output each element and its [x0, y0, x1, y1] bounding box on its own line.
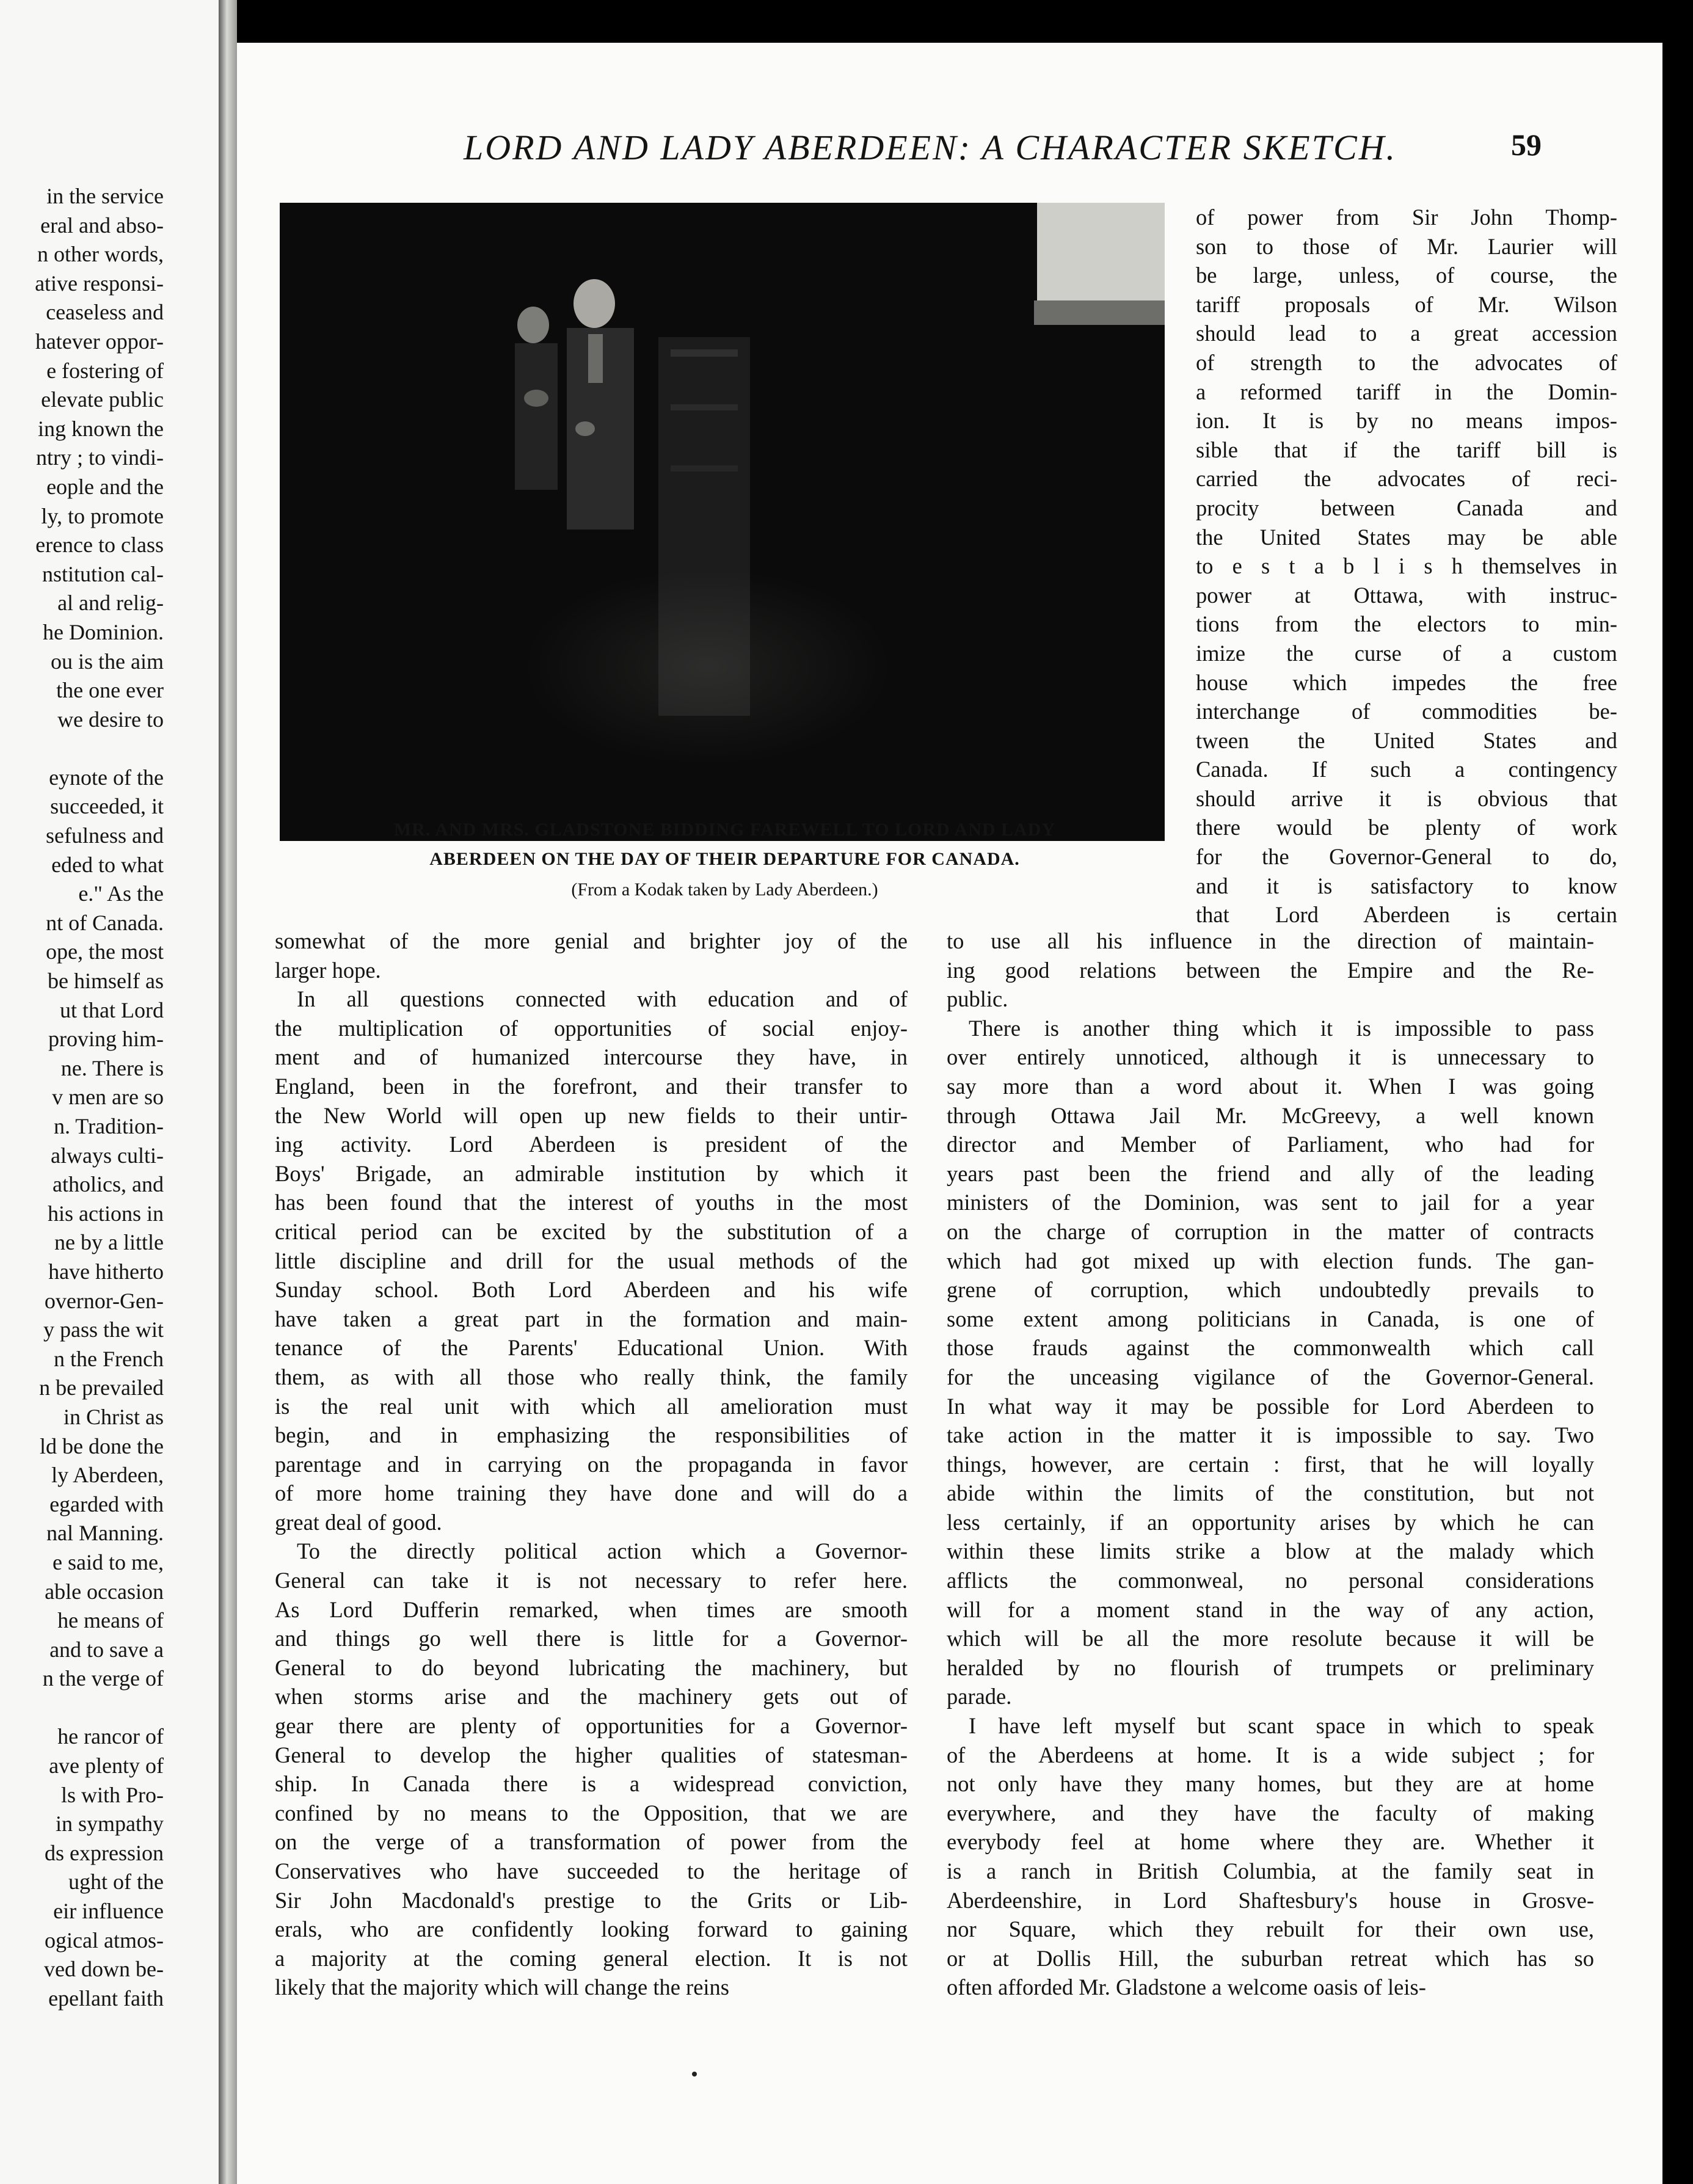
- facing-page-line: ls with Pro-: [60, 1782, 164, 1807]
- text-line: In what way it may be possible for Lord Aberdeen to: [947, 1393, 1594, 1419]
- text-line: tions from the electors to min-: [1196, 611, 1617, 637]
- facing-page-line: ds expression: [45, 1840, 164, 1865]
- text-line: procity between Canada and: [1196, 495, 1617, 520]
- facing-page-line: succeeded, it: [50, 794, 164, 819]
- facing-page-line: ne. There is: [60, 1055, 164, 1080]
- facing-page-line: [0, 734, 164, 763]
- text-line: be large, unless, of course, the: [1196, 263, 1617, 288]
- text-line: son to those of Mr. Laurier will: [1196, 233, 1617, 259]
- text-line: will for a moment stand in the way of any action,: [947, 1596, 1594, 1622]
- text-line: them, as with all those who really think, the family: [275, 1364, 908, 1389]
- facing-page-line: e said to me,: [53, 1549, 164, 1574]
- facing-page-line: hatever oppor-: [35, 329, 164, 354]
- facing-page-line: nal Manning.: [46, 1521, 164, 1546]
- facing-page-line: nstitution cal-: [42, 561, 164, 586]
- text-line: General to develop the higher qualities of statesman-: [275, 1742, 908, 1767]
- text-line: should lead to a great accession: [1196, 321, 1617, 346]
- text-line: sible that if the tariff bill is: [1196, 437, 1617, 462]
- text-line: Conservatives who have succeeded to the heritage of: [275, 1858, 908, 1884]
- text-line: within these limits strike a blow at the malady which: [947, 1538, 1594, 1564]
- facing-page-line: eral and abso-: [40, 213, 164, 238]
- column-right-upper: [1196, 203, 1617, 930]
- text-line: As Lord Dufferin remarked, when times are smooth: [275, 1596, 908, 1622]
- text-line: tariff proposals of Mr. Wilson: [1196, 291, 1617, 317]
- text-line: not only have they many homes, but they are at home: [947, 1771, 1594, 1797]
- facing-page-line: atholics, and: [53, 1172, 164, 1197]
- facing-page-line: n other words,: [37, 242, 164, 267]
- text-line: grene of corruption, which undoubtedly prevails to: [947, 1277, 1594, 1303]
- book-gutter: [219, 0, 237, 2184]
- facing-page-line: he means of: [57, 1608, 164, 1633]
- running-header: LORD AND LADY ABERDEEN: A CHARACTER SKETCH.: [463, 128, 1397, 167]
- text-line: there would be plenty of work: [1196, 815, 1617, 840]
- facing-page-line: in Christ as: [63, 1404, 164, 1429]
- text-line: of the Aberdeens at home. It is a wide subject ; for: [947, 1742, 1594, 1767]
- text-line: for the unceasing vigilance of the Governor-General.: [947, 1364, 1594, 1389]
- facing-page-line: ope, the most: [46, 939, 164, 964]
- text-line: often afforded Mr. Gladstone a welcome oasis of leis-: [947, 1975, 1426, 2000]
- text-line: little discipline and drill for the usual methods of the: [275, 1248, 908, 1273]
- text-line: and it is satisfactory to know: [1196, 873, 1617, 898]
- facing-page-line: in sympathy: [56, 1811, 164, 1836]
- text-line: through Ottawa Jail Mr. McGreevy, a well known: [947, 1102, 1594, 1128]
- facing-page-line: erence to class: [35, 533, 164, 558]
- facing-page-line: eynote of the: [49, 765, 164, 790]
- text-line: when storms arise and the machinery gets out of: [275, 1684, 908, 1709]
- text-line: a reformed tariff in the Domin-: [1196, 379, 1617, 404]
- stray-mark: [692, 2072, 697, 2077]
- text-line: over entirely unnoticed, although it is unnecessary to: [947, 1044, 1594, 1070]
- text-line: In all questions connected with education and of: [297, 986, 908, 1012]
- text-line: ing good relations between the Empire and the Re-: [947, 957, 1594, 983]
- text-line: for the Governor-General to do,: [1196, 844, 1617, 870]
- text-line: parentage and in carrying on the propaganda in favor: [275, 1451, 908, 1477]
- facing-page-line: able occasion: [45, 1579, 164, 1604]
- facing-page-line: he rancor of: [57, 1724, 164, 1749]
- text-line: those frauds against the commonwealth which call: [947, 1335, 1594, 1361]
- text-line: great deal of good.: [275, 1509, 442, 1535]
- page-number: 59: [1511, 128, 1542, 162]
- text-line: which will be all the more resolute because it will be: [947, 1626, 1594, 1651]
- text-line: abide within the limits of the constitution, but not: [947, 1480, 1594, 1506]
- facing-page-line: e." As the: [78, 881, 164, 906]
- text-line: critical period can be excited by the substitution of a: [275, 1218, 908, 1244]
- text-line: less certainly, if an opportunity arises by which he can: [947, 1509, 1594, 1535]
- text-line: that Lord Aberdeen is certain: [1196, 902, 1617, 928]
- facing-page-text: [0, 182, 164, 2013]
- text-line: carried the advocates of reci-: [1196, 466, 1617, 492]
- text-line: or at Dollis Hill, the suburban retreat which has so: [947, 1945, 1594, 1971]
- column-right-lower: [947, 926, 1594, 2002]
- text-line: imize the curse of a custom: [1196, 640, 1617, 666]
- facing-page-line: and to save a: [49, 1637, 164, 1662]
- facing-page-line: ative responsi-: [35, 271, 164, 296]
- text-line: heralded by no flourish of trumpets or preliminary: [947, 1654, 1594, 1680]
- facing-page-line: ing known the: [38, 416, 164, 441]
- text-line: ministers of the Dominion, was sent to jail for a year: [947, 1190, 1594, 1215]
- text-line: Canada. If such a contingency: [1196, 757, 1617, 782]
- facing-page-line: ved down be-: [44, 1957, 164, 1982]
- facing-page-line: ly Aberdeen,: [51, 1463, 164, 1488]
- facing-page-line: y pass the wit: [43, 1317, 164, 1342]
- facing-page-fragment: [0, 0, 220, 2184]
- text-line: say more than a word about it. When I was going: [947, 1073, 1594, 1099]
- text-line: to use all his influence in the direction of maintain-: [947, 928, 1594, 953]
- facing-page-line: n be prevailed: [39, 1375, 164, 1400]
- text-line: gear there are plenty of opportunities for a Governor-: [275, 1713, 908, 1739]
- text-line: Sunday school. Both Lord Aberdeen and his wife: [275, 1277, 908, 1303]
- magazine-page: [237, 43, 1662, 2184]
- facing-page-line: al and relig-: [57, 591, 164, 616]
- facing-page-line: nt of Canada.: [46, 910, 164, 935]
- text-line: should arrive it is obvious that: [1196, 785, 1617, 811]
- facing-page-line: eople and the: [46, 474, 164, 499]
- text-line: a majority at the coming general election. It is not: [275, 1945, 908, 1971]
- text-line: Sir John Macdonald's prestige to the Grits or Lib-: [275, 1887, 908, 1913]
- facing-page-line: in the service: [46, 184, 164, 208]
- text-line: tenance of the Parents' Educational Union. With: [275, 1335, 908, 1361]
- facing-page-line: his actions in: [48, 1201, 164, 1226]
- text-line: afflicts the commonweal, no personal considerations: [947, 1568, 1594, 1593]
- text-line: years past been the friend and ally of the leading: [947, 1160, 1594, 1186]
- text-line: which had got mixed up with election funds. The gan-: [947, 1248, 1594, 1273]
- text-line: ion. It is by no means impos-: [1196, 408, 1617, 434]
- text-line: on the charge of corruption in the matter of contracts: [947, 1218, 1594, 1244]
- facing-page-line: the one ever: [56, 678, 164, 703]
- facing-page-line: ne by a little: [54, 1230, 164, 1255]
- text-line: likely that the majority which will change the reins: [275, 1975, 729, 2000]
- text-line: somewhat of the more genial and brighter joy of the: [275, 928, 908, 953]
- facing-page-line: n the French: [54, 1346, 164, 1371]
- figure-caption-line2: ABERDEEN ON THE DAY OF THEIR DEPARTURE FOR CANADA.: [429, 849, 1020, 869]
- facing-page-line: n. Tradition-: [53, 1114, 164, 1138]
- facing-page-line: proving him-: [48, 1027, 164, 1052]
- text-line: Aberdeenshire, in Lord Shaftesbury's house in Grosve-: [947, 1887, 1594, 1913]
- text-line: England, been in the forefront, and their transfer to: [275, 1073, 908, 1099]
- text-line: confined by no means to the Opposition, that we are: [275, 1800, 908, 1825]
- facing-page-line: he Dominion.: [43, 619, 164, 644]
- scan-border: [1662, 0, 1693, 2184]
- text-line: tween the United States and: [1196, 727, 1617, 753]
- facing-page-line: e fostering of: [46, 358, 164, 383]
- facing-page-line: egarded with: [49, 1491, 164, 1516]
- text-line: larger hope.: [275, 957, 381, 983]
- text-line: is a ranch in British Columbia, at the family seat in: [947, 1858, 1594, 1884]
- text-line: director and Member of Parliament, who had for: [947, 1132, 1594, 1157]
- text-line: have taken a great part in the formation and main-: [275, 1306, 908, 1331]
- text-line: is the real unit with which all amelioration must: [275, 1393, 908, 1419]
- text-line: has been found that the interest of youths in the most: [275, 1190, 908, 1215]
- facing-page-line: eded to what: [51, 852, 164, 877]
- text-line: of strength to the advocates of: [1196, 349, 1617, 375]
- facing-page-line: v men are so: [52, 1085, 164, 1110]
- text-line: General to do beyond lubricating the machinery, but: [275, 1654, 908, 1680]
- facing-page-line: we desire to: [57, 707, 164, 732]
- text-line: the United States may be able: [1196, 524, 1617, 550]
- facing-page-line: ly, to promote: [41, 503, 164, 528]
- facing-page-line: always culti-: [51, 1143, 164, 1168]
- text-line: house which impedes the free: [1196, 669, 1617, 695]
- text-line: public.: [947, 986, 1008, 1012]
- facing-page-line: eir influence: [53, 1899, 164, 1924]
- text-line: nor Square, which they rebuilt for their own use,: [947, 1916, 1594, 1942]
- facing-page-line: [0, 1694, 164, 1723]
- text-line: ment and of humanized intercourse they have, in: [275, 1044, 908, 1070]
- text-line: take action in the matter it is impossible to say. Two: [947, 1422, 1594, 1448]
- text-line: of power from Sir John Thomp-: [1196, 205, 1617, 230]
- text-line: and things go well there is little for a Governor-: [275, 1626, 908, 1651]
- facing-page-line: be himself as: [48, 969, 164, 994]
- text-line: begin, and in emphasizing the responsibilities of: [275, 1422, 908, 1448]
- text-line: some extent among politicians in Canada, is one of: [947, 1306, 1594, 1331]
- text-line: the New World will open up new fields to their untir-: [275, 1102, 908, 1128]
- text-line: things, however, are certain : first, that he will loyally: [947, 1451, 1594, 1477]
- text-line: There is another thing which it is impossible to pass: [969, 1015, 1594, 1041]
- text-line: erals, who are confidently looking forward to gaining: [275, 1916, 908, 1942]
- text-line: General can take it is not necessary to refer here.: [275, 1568, 908, 1593]
- facing-page-line: ught of the: [68, 1869, 164, 1895]
- text-line: to e s t a b l i s h themselves in: [1196, 553, 1617, 579]
- facing-page-line: ou is the aim: [51, 649, 164, 674]
- facing-page-line: ceaseless and: [46, 300, 164, 325]
- facing-page-line: overnor-Gen-: [44, 1288, 164, 1313]
- text-line: I have left myself but scant space in which to speak: [969, 1713, 1594, 1739]
- facing-page-line: sefulness and: [46, 823, 164, 848]
- text-line: Boys' Brigade, an admirable institution by which it: [275, 1160, 908, 1186]
- facing-page-line: elevate public: [41, 387, 164, 412]
- facing-page-line: n the verge of: [42, 1666, 164, 1691]
- text-line: parade.: [947, 1684, 1012, 1709]
- facing-page-line: ntry ; to vindi-: [36, 445, 164, 470]
- text-line: everywhere, and they have the faculty of making: [947, 1800, 1594, 1825]
- text-line: interchange of commodities be-: [1196, 699, 1617, 724]
- facing-page-line: ogical atmos-: [45, 1927, 164, 1953]
- text-line: ship. In Canada there is a widespread conviction,: [275, 1771, 908, 1797]
- text-line: the multiplication of opportunities of social enjoy-: [275, 1015, 908, 1041]
- text-line: everybody feel at home where they are. Whether it: [947, 1829, 1594, 1855]
- gladstone-farewell-photo: [280, 203, 1165, 841]
- text-line: of more home training they have done and will do a: [275, 1480, 908, 1506]
- column-left: [275, 926, 908, 2002]
- facing-page-line: ld be done the: [40, 1433, 164, 1458]
- text-line: To the directly political action which a Governor-: [297, 1538, 908, 1564]
- photo-image: [280, 203, 1165, 841]
- text-line: power at Ottawa, with instruc-: [1196, 582, 1617, 608]
- figure-caption-line1: MR. AND MRS. GLADSTONE BIDDING FAREWELL TO LORD AND LADY: [393, 820, 1056, 840]
- facing-page-line: have hitherto: [48, 1259, 164, 1284]
- text-line: on the verge of a transformation of power from the: [275, 1829, 908, 1855]
- text-line: ing activity. Lord Aberdeen is president of the: [275, 1132, 908, 1157]
- figure-credit: (From a Kodak taken by Lady Aberdeen.): [571, 879, 878, 900]
- facing-page-line: ut that Lord: [60, 997, 164, 1022]
- facing-page-line: epellant faith: [48, 1986, 164, 2011]
- facing-page-line: ave plenty of: [49, 1753, 164, 1778]
